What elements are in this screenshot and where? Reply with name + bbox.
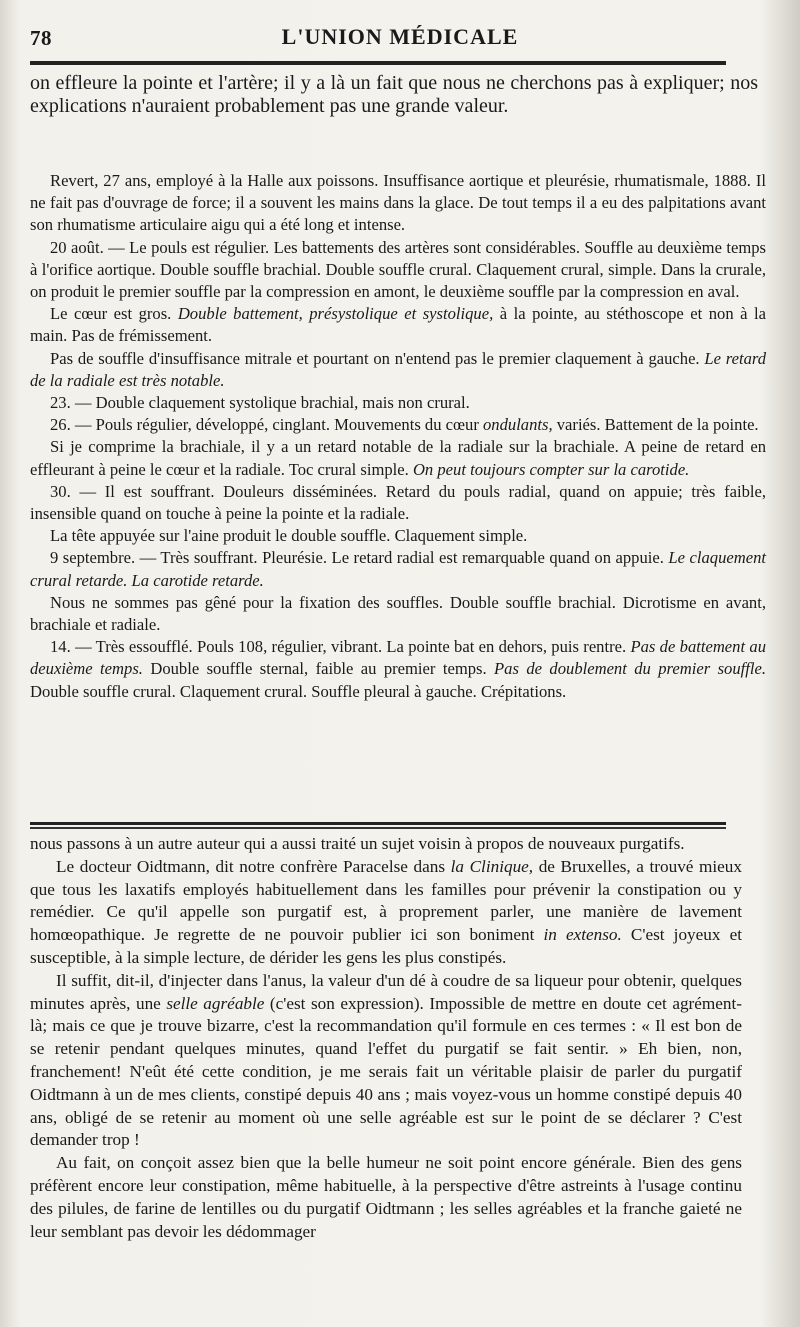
case-paragraph: Nous ne sommes pas gêné pour la fixation des souffles. Double souffle brachial. Dicrotisme en avant, brachiale et radiale. — [30, 592, 766, 635]
case-paragraph: 20 août. — Le pouls est régulier. Les battements des artères sont considérables. Souffle au deuxième temps à l'orifice aortique. Double souffle brachial. Double souffle crural. Claquement crural, simple. Dans la crurale, on produit le premier souffle par la compression en amont, le deuxième souffle par la compression en aval. — [30, 237, 766, 302]
page-number: 78 — [30, 26, 52, 50]
case-paragraph: Pas de souffle d'insuffisance mitrale et pourtant on n'entend pas le premier claquement à gauche. Le retard de la radiale est très notable. — [30, 348, 766, 390]
case-paragraph: 26. — Pouls régulier, développé, cinglant. Mouvements du cœur ondulants, variés. Battement de la pointe. — [50, 415, 759, 435]
case-paragraph: 14. — Très essoufflé. Pouls 108, régulier, vibrant. La pointe bat en dehors, puis rentre. Pas de battement au deuxième temps. Double souffle sternal, faible au premier temps. Pas de doublement du premier souffle. Double souffle crural. Claquement crural. Souffle pleural à gauche. Crépitations. — [30, 637, 766, 701]
intro-paragraph: on effleure la pointe et l'artère; il y a là un fait que nous ne cherchons pas à expliquer; nos explications n'auraient probablement pas une grande valeur. — [30, 72, 758, 117]
case-paragraph: La tête appuyée sur l'aine produit le double souffle. Claquement simple. — [50, 526, 528, 546]
body-paragraph: nous passons à un autre auteur qui a aussi traité un sujet voisin à propos de nouveaux purgatifs. — [30, 834, 685, 853]
case-paragraph: 23. — Double claquement systolique brachial, mais non crural. — [50, 393, 470, 413]
body-paragraph: Au fait, on conçoit assez bien que la belle humeur ne soit point encore générale. Bien des gens préfèrent encore leur constipation, même habituelle, à la perspective d'être astreints à l'usage continu des pilules, de farine de lentilles ou du purgatif Oidtmann ; les selles agréables et la franche gaieté ne leur semblant pas devoir les dédommager — [30, 1153, 742, 1241]
case-paragraph: Le cœur est gros. Double battement, présystolique et systolique, à la pointe, au stéthoscope et non à la main. Pas de frémissement. — [30, 304, 766, 346]
case-paragraph: 30. — Il est souffrant. Douleurs disséminées. Retard du pouls radial, quand on appuie; très faible, insensible quand on touche à peine la pointe et la radiale. — [30, 481, 766, 524]
case-paragraph: Revert, 27 ans, employé à la Halle aux poissons. Insuffisance aortique et pleurésie, rhumatismale, 1888. Il ne fait pas d'ouvrage de force; il a souvent les mains dans la glace. De tout temps il a eu des palpitations avant son rhumatisme articulaire aigu qui a été long et intense. — [30, 171, 766, 235]
case-paragraph: 9 septembre. — Très souffrant. Pleurésie. Le retard radial est remarquable quand on appuie. Le claquement crural retarde. La carotide retarde. — [30, 548, 766, 590]
feuilleton-section — [30, 833, 742, 1243]
section-divider — [30, 822, 726, 825]
running-title: L'UNION MÉDICALE — [281, 24, 519, 49]
body-paragraph: Il suffit, dit-il, d'injecter dans l'anus, la valeur d'un dé à coudre de sa liqueur pour obtenir, quelques minutes après, une selle agréable (c'est son expression). Impossible de mettre en doute cet agrément-là; mais ce que je trouve bizarre, c'est la recommandation qu'il formule en ces termes : « Il est bon de se retenir pendant quelques minutes, quand l'effet du purgatif se fait sentir. » Eh bien, non, franchement! N'eût été cette condition, je me serais fait un véritable plaisir de parler du purgatif Oidtmann à un de mes clients, constipé depuis 40 ans ; mais voyez-vous un homme constipé depuis 40 ans, obligé de se retenir au moment où une selle agréable est sur le point de se déclarer ? C'est demander trop ! — [30, 970, 742, 1150]
case-report-section — [30, 170, 766, 703]
body-paragraph: Le docteur Oidtmann, dit notre confrère Paracelse dans la Clinique, de Bruxelles, a trouvé mieux que tous les laxatifs employés habituellement dans les familles pour prévenir la constipation ou y remédier. Ce qu'il appelle son purgatif est, à proprement parler, une manière de lavement homœopathique. Je regrette de ne pouvoir publier ici son boniment in extenso. C'est joyeux et susceptible, à la simple lecture, de dérider les gens les plus constipés. — [30, 856, 742, 967]
section-divider-thin — [30, 827, 726, 829]
page-header — [30, 22, 770, 58]
case-paragraph: Si je comprime la brachiale, il y a un retard notable de la radiale sur la brachiale. A peine de retard en effleurant à peine le cœur et la radiale. Toc crural simple. On peut toujours compter sur la carotide. — [30, 437, 766, 479]
header-rule — [30, 61, 726, 65]
